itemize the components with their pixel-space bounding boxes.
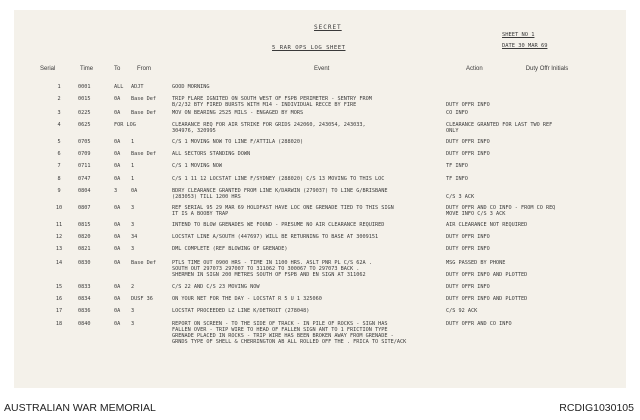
action-line: DUTY OFFR AND CO INFO	[446, 321, 512, 327]
serial-cell: 2	[57, 96, 61, 102]
action-line: DUTY OFFR INFO	[446, 284, 490, 290]
from-cell: 3	[131, 308, 135, 314]
log-row	[14, 151, 626, 163]
action-line: AIR CLEARANCE NOT REQUIRED	[446, 222, 528, 228]
event-line: PTLS TIME OUT 0900 HRS - TIME IN 1100 HRS. ASLT PNR PL C/S 62A .	[172, 260, 372, 266]
event-line: (283053) TILL 1200 HRS	[172, 194, 241, 200]
from-cell: ADJT	[131, 84, 144, 90]
action-line: DUTY OFFR INFO	[446, 151, 490, 157]
log-row	[14, 260, 626, 278]
to-cell: 0A	[114, 234, 121, 240]
serial-cell: 14	[55, 260, 63, 266]
serial-cell: 9	[57, 188, 61, 194]
time-cell: 0225	[78, 110, 91, 116]
action-line: MSG PASSED BY PHONE	[446, 260, 506, 266]
log-row	[14, 176, 626, 188]
from-cell: 3	[131, 246, 135, 252]
sheet-subtitle: 5 RAR OPS LOG SHEET	[272, 45, 346, 51]
to-cell: 0A	[114, 110, 121, 116]
event-line: 304976, 320995	[172, 128, 216, 134]
to-cell: 0A	[114, 296, 121, 302]
from-cell: 3	[131, 222, 135, 228]
serial-cell: 6	[57, 151, 61, 157]
action-line: CLEARANCE GRANTED FOR LAST TWO REF	[446, 122, 553, 128]
event-line: TRIP FLARE IGNITED ON SOUTH WEST OF FSPB PERIMETER - SENTRY FROM	[172, 96, 372, 102]
action-line: ONLY	[446, 128, 459, 134]
log-row	[14, 321, 626, 345]
action-line: C/S 92 ACK	[446, 308, 478, 314]
col-to: To	[114, 66, 121, 72]
event-line: C/S 1 MOVING NOW	[172, 163, 222, 169]
time-cell: 0807	[78, 205, 91, 211]
to-cell: 0A	[114, 260, 121, 266]
from-cell: 1	[131, 176, 135, 182]
time-cell: 0711	[78, 163, 91, 169]
classification-title: SECRET	[314, 24, 342, 31]
event-line: DML COMPLETE (REF BLOWING OF GRENADE)	[172, 246, 288, 252]
serial-cell: 11	[55, 222, 63, 228]
serial-cell: 7	[57, 163, 61, 169]
from-cell: Base Def	[131, 110, 156, 116]
log-row	[14, 222, 626, 234]
log-row	[14, 110, 626, 122]
event-line: B/2/32 BTY FIRED BURSTS WITH M14 - INDIVIDUAL RECCE BY FIRE	[172, 102, 357, 108]
from-cell: Base Def	[131, 151, 156, 157]
log-row	[14, 122, 626, 134]
action-line: TF INFO	[446, 176, 468, 182]
event-line: C/S 1 11 12 LOCSTAT LINE F/SYDNEY (288020) C/S 13 MOVING TO THIS LOC	[172, 176, 385, 182]
event-line: GOOD MORNING	[172, 84, 210, 90]
time-cell: 0836	[78, 308, 91, 314]
action-line: DUTY OFFR INFO AND PLOTTED	[446, 296, 528, 302]
serial-cell: 5	[57, 139, 61, 145]
log-row	[14, 139, 626, 151]
event-line: REF SERIAL 95 29 MAR 69 HOLDFAST HAVE LOC ONE GRENADE TIED TO THIS SIGN	[172, 205, 394, 211]
to-cell: 0A	[114, 246, 121, 252]
log-row	[14, 246, 626, 258]
event-line: ALL SECTORS STANDING DOWN	[172, 151, 251, 157]
col-from: From	[137, 66, 151, 72]
action-line: DUTY OFFR INFO	[446, 234, 490, 240]
time-cell: 0821	[78, 246, 91, 252]
from-cell: 1	[131, 139, 135, 145]
time-cell: 0709	[78, 151, 91, 157]
log-sheet	[14, 10, 626, 388]
serial-cell: 1	[57, 84, 61, 90]
event-line: GRNDS TYPE OF SHELL & CHERRINGTON AB ALL ROLLED OFF THE . FRICA TO SITE/ACK	[172, 339, 407, 345]
time-cell: 0820	[78, 234, 91, 240]
sheet-date: DATE 30 MAR 69	[502, 43, 548, 49]
from-cell: 3	[131, 205, 135, 211]
log-row	[14, 284, 626, 296]
event-line: ON YOUR NET FOR THE DAY - LOCSTAT R 5 U 1 325060	[172, 296, 322, 302]
time-cell: 0834	[78, 296, 91, 302]
time-cell: 0840	[78, 321, 91, 327]
to-cell: 0A	[114, 205, 121, 211]
event-line: BDRY CLEARANCE GRANTED FROM LINE K/DARWIN (279037) TO LINE G/BRISBANE	[172, 188, 388, 194]
to-cell: FOR LOG	[114, 122, 136, 128]
event-line: CLEARANCE REQ FOR AIR STRIKE FOR GRIDS 242060, 243054, 243033,	[172, 122, 366, 128]
footer-document-id: RCDIG1030105	[559, 402, 634, 414]
action-line: MOVE INFO C/S 3 ACK	[446, 211, 506, 217]
log-row	[14, 296, 626, 308]
col-time: Time	[80, 66, 94, 72]
log-row	[14, 234, 626, 246]
to-cell: 0A	[114, 284, 121, 290]
event-line: MOV ON BEARING 2525 MILS - ENGAGED BY MORS	[172, 110, 304, 116]
log-row	[14, 205, 626, 217]
col-event: Event	[314, 66, 330, 72]
from-cell: 0A	[131, 188, 138, 194]
event-line: C/S 1 MOVING NOW TO LINE F/ATTILA (288020)	[172, 139, 304, 145]
from-cell: 3	[131, 321, 135, 327]
to-cell: 0A	[114, 151, 121, 157]
log-row	[14, 163, 626, 175]
from-cell: Base Def	[131, 260, 156, 266]
event-line: LOCSTAT PROCEEDED LZ LINE K/DETROIT (278048)	[172, 308, 310, 314]
log-row	[14, 188, 626, 200]
from-cell: 34	[131, 234, 138, 240]
event-line: IT IS A BOOBY TRAP	[172, 211, 229, 217]
from-cell: 2	[131, 284, 135, 290]
event-line: C/S 22 AND C/S 23 MOVING NOW	[172, 284, 260, 290]
col-duty-officer-initials: Duty Offr Initials	[525, 66, 569, 72]
event-line: LOCSTAT LINE A/SOUTH (447697) WILL BE RETURNING TO BASE AT 3009151	[172, 234, 379, 240]
log-row	[14, 84, 626, 96]
action-line: DUTY OFFR INFO	[446, 102, 490, 108]
time-cell: 0830	[78, 260, 91, 266]
col-action: Action	[466, 66, 483, 72]
serial-cell: 12	[55, 234, 63, 240]
event-line: REPORT ON SCREEN - TO THE SIDE OF TRACK - IN PILE OF ROCKS - SIGN HAS	[172, 321, 388, 327]
event-line: GRENADE PLACED IN ROCKS - TRIP WIRE HAS BEEN BROKEN AWAY FROM GRENADE -	[172, 333, 394, 339]
action-line: DUTY OFFR INFO	[446, 139, 490, 145]
to-cell: 0A	[114, 163, 121, 169]
to-cell: 0A	[114, 321, 121, 327]
action-line: DUTY OFFR INFO	[446, 246, 490, 252]
col-serial: Serial	[40, 66, 56, 72]
from-cell: Base Def	[131, 96, 156, 102]
event-line: INTEND TO BLOW GRENADES WE FOUND - PRESUME NO AIR CLEARANCE REQUIRED	[172, 222, 385, 228]
serial-cell: 8	[57, 176, 61, 182]
time-cell: 0705	[78, 139, 91, 145]
action-line: DUTY OFFR AND CO INFO - FROM CO REQ	[446, 205, 556, 211]
event-line: SHERMEN IN SIGN 200 METRES SOUTH OF FSPB AND EN SIGN AT 311062	[172, 272, 366, 278]
to-cell: ALL	[114, 84, 124, 90]
time-cell: 0001	[78, 84, 91, 90]
sheet-number: SHEET NO 1	[502, 32, 535, 38]
action-line: CO INFO	[446, 110, 468, 116]
serial-cell: 10	[55, 205, 63, 211]
to-cell: 0A	[114, 96, 121, 102]
serial-cell: 15	[55, 284, 63, 290]
footer-archive-name: AUSTRALIAN WAR MEMORIAL	[4, 402, 156, 414]
serial-cell: 4	[57, 122, 61, 128]
action-line: C/S 3 ACK	[446, 194, 475, 200]
action-line: DUTY OFFR INFO AND PLOTTED	[446, 272, 528, 278]
serial-cell: 16	[55, 296, 63, 302]
action-line: TF INFO	[446, 163, 468, 169]
from-cell: DUSF 36	[131, 296, 153, 302]
serial-cell: 18	[55, 321, 63, 327]
from-cell: 1	[131, 163, 135, 169]
log-row	[14, 308, 626, 320]
time-cell: 0747	[78, 176, 91, 182]
time-cell: 0815	[78, 222, 91, 228]
time-cell: 0625	[78, 122, 91, 128]
to-cell: 0A	[114, 308, 121, 314]
serial-cell: 13	[55, 246, 63, 252]
log-row	[14, 96, 626, 108]
time-cell: 0833	[78, 284, 91, 290]
to-cell: 0A	[114, 222, 121, 228]
to-cell: 3	[114, 188, 118, 194]
to-cell: 0A	[114, 176, 121, 182]
serial-cell: 17	[55, 308, 63, 314]
time-cell: 0804	[78, 188, 91, 194]
event-line: FALLEN OVER - TRIP WIRE TO HEAD OF FALLEN SIGN ANT TO 1 FRICTION TYPE	[172, 327, 388, 333]
time-cell: 0015	[78, 96, 91, 102]
event-line: SOUTH OUT 297073 297007 TO 311062 TO 300067 TO 297073 BACK .	[172, 266, 360, 272]
serial-cell: 3	[57, 110, 61, 116]
to-cell: 0A	[114, 139, 121, 145]
